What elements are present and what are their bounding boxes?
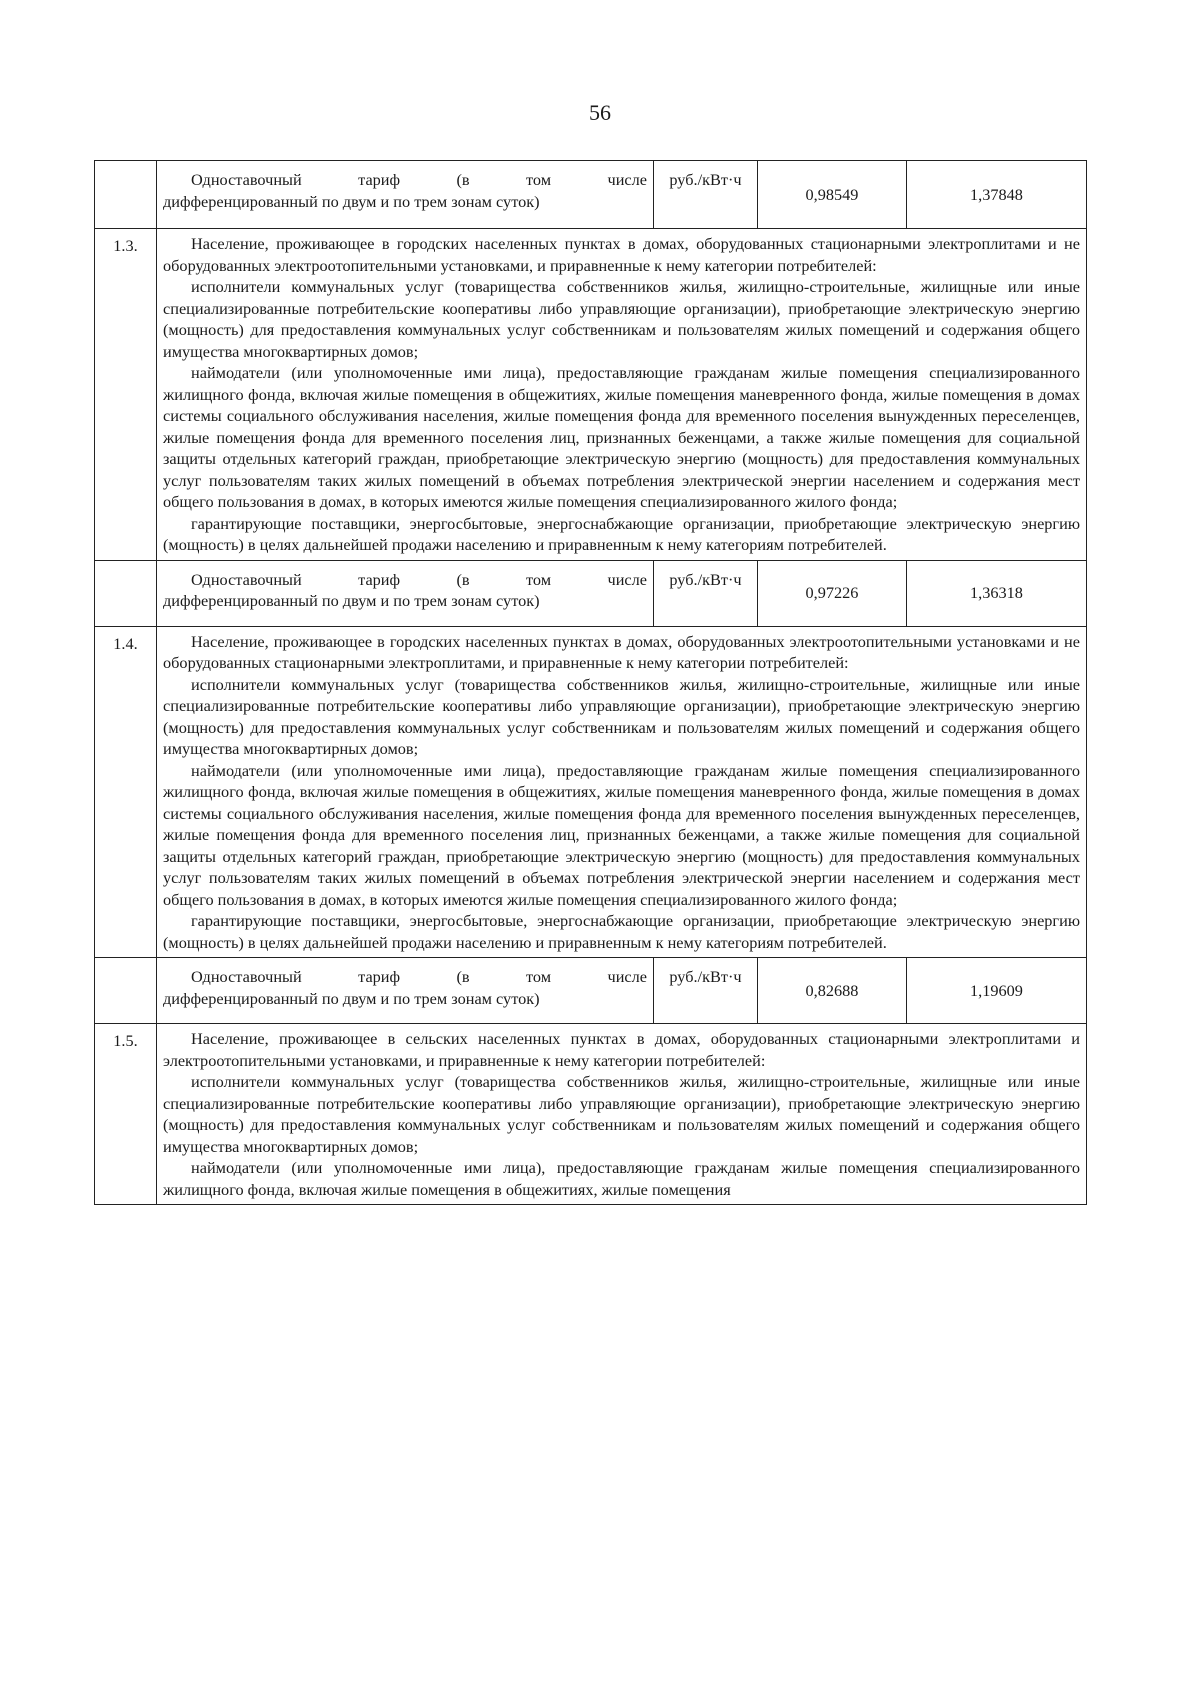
value-first-half: 0,97226: [758, 560, 907, 626]
tariff-word: том: [526, 569, 552, 589]
row-number-cell: [95, 161, 157, 229]
unit-cell: руб./кВт·ч: [654, 560, 758, 626]
tariff-word: тариф: [358, 569, 401, 589]
value-second-half: 1,36318: [907, 560, 1087, 626]
paragraph: исполнители коммунальных услуг (товарищества собственников жилья, жилищно-строительные, жилищные или иные специализированные потребительские кооперативы либо управляющие организации), приобретающие электрическую энергию (мощность) для предоставления коммунальных услуг собственникам и пользователям жилых помещений и содержания общего имущества многоквартирных домов;: [163, 277, 1080, 361]
category-row: [95, 1024, 1087, 1205]
page-number: 56: [589, 100, 611, 125]
tariff-name-line2: дифференцированный по двум и по трем зонам суток): [163, 191, 540, 211]
tariff-row: [95, 958, 1087, 1024]
paragraph: гарантирующие поставщики, энергосбытовые, энергоснабжающие организации, приобретающие электрическую энергию (мощность) в целях дальнейшей продажи населению и приравненным к нему категориям потребителей.: [163, 911, 1080, 952]
tariff-row: [95, 560, 1087, 626]
tariff-name-cell: [157, 560, 654, 626]
paragraph: наймодатели (или уполномоченные ими лица), предоставляющие гражданам жилые помещения специализированного жилищного фонда, включая жилые помещения в общежитиях, жилые помещения маневренного фонда, жилые помещения в домах системы социального обслуживания населения, жилые помещения фонда для временного поселения вынужденных переселенцев, жилые помещения фонда для временного поселения лиц, признанных беженцами, а также жилые помещения для социальной защиты отдельных категорий граждан, приобретающие электрическую энергию (мощность) для предоставления коммунальных услуг пользователям таких жилых помещений в объемах потребления электрической энергии населением и содержания мест общего пользования в домах, в которых имеются жилые помещения специализированного жилого фонда;: [163, 363, 1080, 511]
value-second-half: 1,37848: [907, 161, 1087, 229]
paragraph: исполнители коммунальных услуг (товарищества собственников жилья, жилищно-строительные, жилищные или иные специализированные потребительские кооперативы либо управляющие организации), приобретающие электрическую энергию (мощность) для предоставления коммунальных услуг собственникам и пользователям жилых помещений и содержания общего имущества многоквартирных домов;: [163, 674, 1080, 758]
tariff-table: [94, 160, 1087, 1205]
value-first-half: 0,82688: [758, 958, 907, 1024]
paragraph: наймодатели (или уполномоченные ими лица), предоставляющие гражданам жилые помещения специализированного жилищного фонда, включая жилые помещения в общежитиях, жилые помещения: [163, 1158, 1080, 1199]
tariff-name-line2: дифференцированный по двум и по трем зонам суток): [163, 988, 540, 1008]
tariff-word: числе: [607, 967, 647, 986]
tariff-name-line2: дифференцированный по двум и по трем зонам суток): [163, 591, 540, 610]
paragraph: Население, проживающее в сельских населенных пунктах в домах, оборудованных стационарными электроплитами и электроотопительными установками, и приравненные к нему категории потребителей:: [163, 1029, 1080, 1070]
row-number-cell: [95, 958, 157, 1024]
paragraph: Население, проживающее в городских населенных пунктах в домах, оборудованных электроотопительными установками и не оборудованных стационарными электроплитами, и приравненные к нему категории потребителей:: [163, 631, 1080, 672]
tariff-word: числе: [607, 170, 647, 189]
row-number: 1.3.: [95, 229, 157, 561]
paragraph: гарантирующие поставщики, энергосбытовые, энергоснабжающие организации, приобретающие электрическую энергию (мощность) в целях дальнейшей продажи населению и приравненным к нему категориям потребителей.: [163, 513, 1080, 554]
tariff-word: Одноставочный: [191, 170, 302, 189]
category-description: [157, 1024, 1087, 1205]
paragraph: исполнители коммунальных услуг (товарищества собственников жилья, жилищно-строительные, жилищные или иные специализированные потребительские кооперативы либо управляющие организации), приобретающие электрическую энергию (мощность) для предоставления коммунальных услуг собственникам и пользователям жилых помещений и содержания общего имущества многоквартирных домов;: [163, 1072, 1080, 1156]
value-first-half: 0,98549: [758, 161, 907, 229]
tariff-name-cell: [157, 958, 654, 1024]
tariff-word: тариф: [358, 967, 401, 986]
tariff-word: (в: [456, 170, 470, 189]
row-number: 1.5.: [95, 1024, 157, 1205]
unit-cell: руб./кВт·ч: [654, 161, 758, 229]
tariff-word: (в: [456, 569, 470, 589]
tariff-word: том: [526, 967, 552, 986]
unit-cell: руб./кВт·ч: [654, 958, 758, 1024]
tariff-word: том: [526, 170, 552, 189]
tariff-word: Одноставочный: [191, 967, 302, 986]
category-description: [157, 229, 1087, 561]
tariff-word: (в: [456, 967, 470, 986]
tariff-name-line1: [163, 169, 647, 191]
row-number-cell: [95, 560, 157, 626]
row-number: 1.4.: [95, 626, 157, 958]
category-description: [157, 626, 1087, 958]
tariff-word: тариф: [358, 170, 401, 189]
paragraph: Население, проживающее в городских населенных пунктах в домах, оборудованных стационарными электроплитами и не оборудованных электроотопительными установками, и приравненные к нему категории потребителей:: [163, 234, 1080, 275]
tariff-name-line1: [163, 569, 647, 591]
tariff-word: числе: [607, 569, 647, 589]
category-row: [95, 229, 1087, 561]
tariff-word: Одноставочный: [191, 569, 302, 589]
tariff-name-line1: [163, 966, 647, 988]
tariff-name-cell: [157, 161, 654, 229]
value-second-half: 1,19609: [907, 958, 1087, 1024]
paragraph: наймодатели (или уполномоченные ими лица), предоставляющие гражданам жилые помещения специализированного жилищного фонда, включая жилые помещения в общежитиях, жилые помещения маневренного фонда, жилые помещения в домах системы социального обслуживания населения, жилые помещения фонда для временного поселения вынужденных переселенцев, жилые помещения фонда для временного поселения лиц, признанных беженцами, а также жилые помещения для социальной защиты отдельных категорий граждан, приобретающие электрическую энергию (мощность) для предоставления коммунальных услуг пользователям таких жилых помещений в объемах потребления электрической энергии населением и содержания мест общего пользования в домах, в которых имеются жилые помещения специализированного жилого фонда;: [163, 760, 1080, 909]
category-row: [95, 626, 1087, 958]
tariff-row: [95, 161, 1087, 229]
